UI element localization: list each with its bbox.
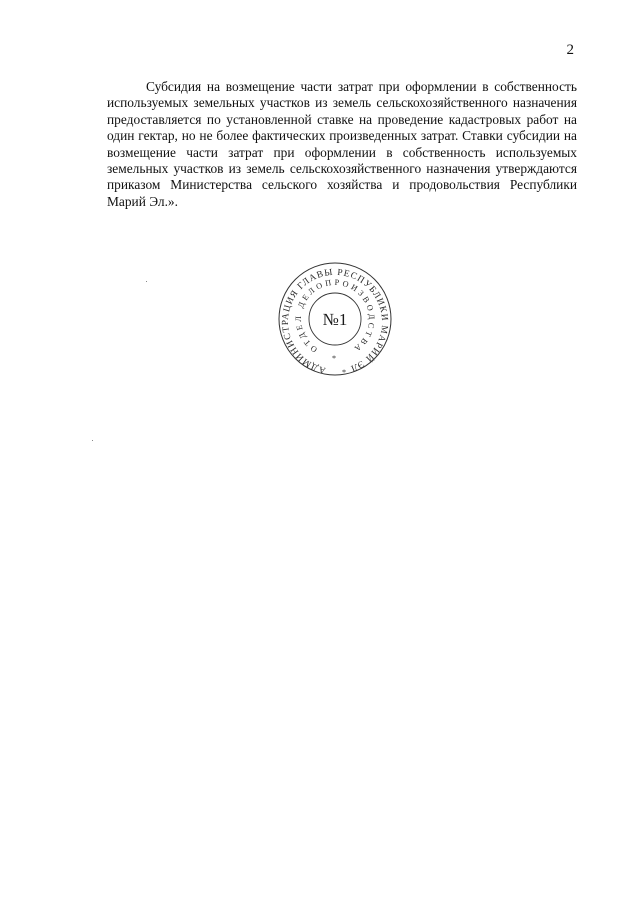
body-paragraph: Субсидия на возмещение части затрат при оформлении в собственность используемых земельных участков из земель сельскохозяйственного назначения предоставляется по установленной ставке на проведение кадастровых работ на один гектар, но не более фактических произведенных затрат. Ставки субсидии на возмещение части затрат при оформлении в собственность используемых земельных участков из земель сельскохозяйственного назначения утверждаются приказом Министерства сельского хозяйства и продовольствия Республики Марий Эл.». (107, 79, 577, 209)
scan-speck (146, 281, 147, 282)
page-number: 2 (566, 42, 574, 58)
seal-inner-text: ОТДЕЛ ДЕЛОПРОИЗВОДСТВА (294, 277, 377, 355)
document-body (107, 79, 577, 210)
official-seal (270, 262, 400, 377)
scan-speck (92, 440, 93, 441)
seal-star-outer: * (342, 368, 347, 377)
seal-star-inner: * (332, 354, 337, 363)
seal-outer-text: АДМИНИСТРАЦИЯ ГЛАВЫ РЕСПУБЛИКИ МАРИЙ ЭЛ (280, 267, 390, 375)
seal-number: №1 (322, 310, 348, 329)
